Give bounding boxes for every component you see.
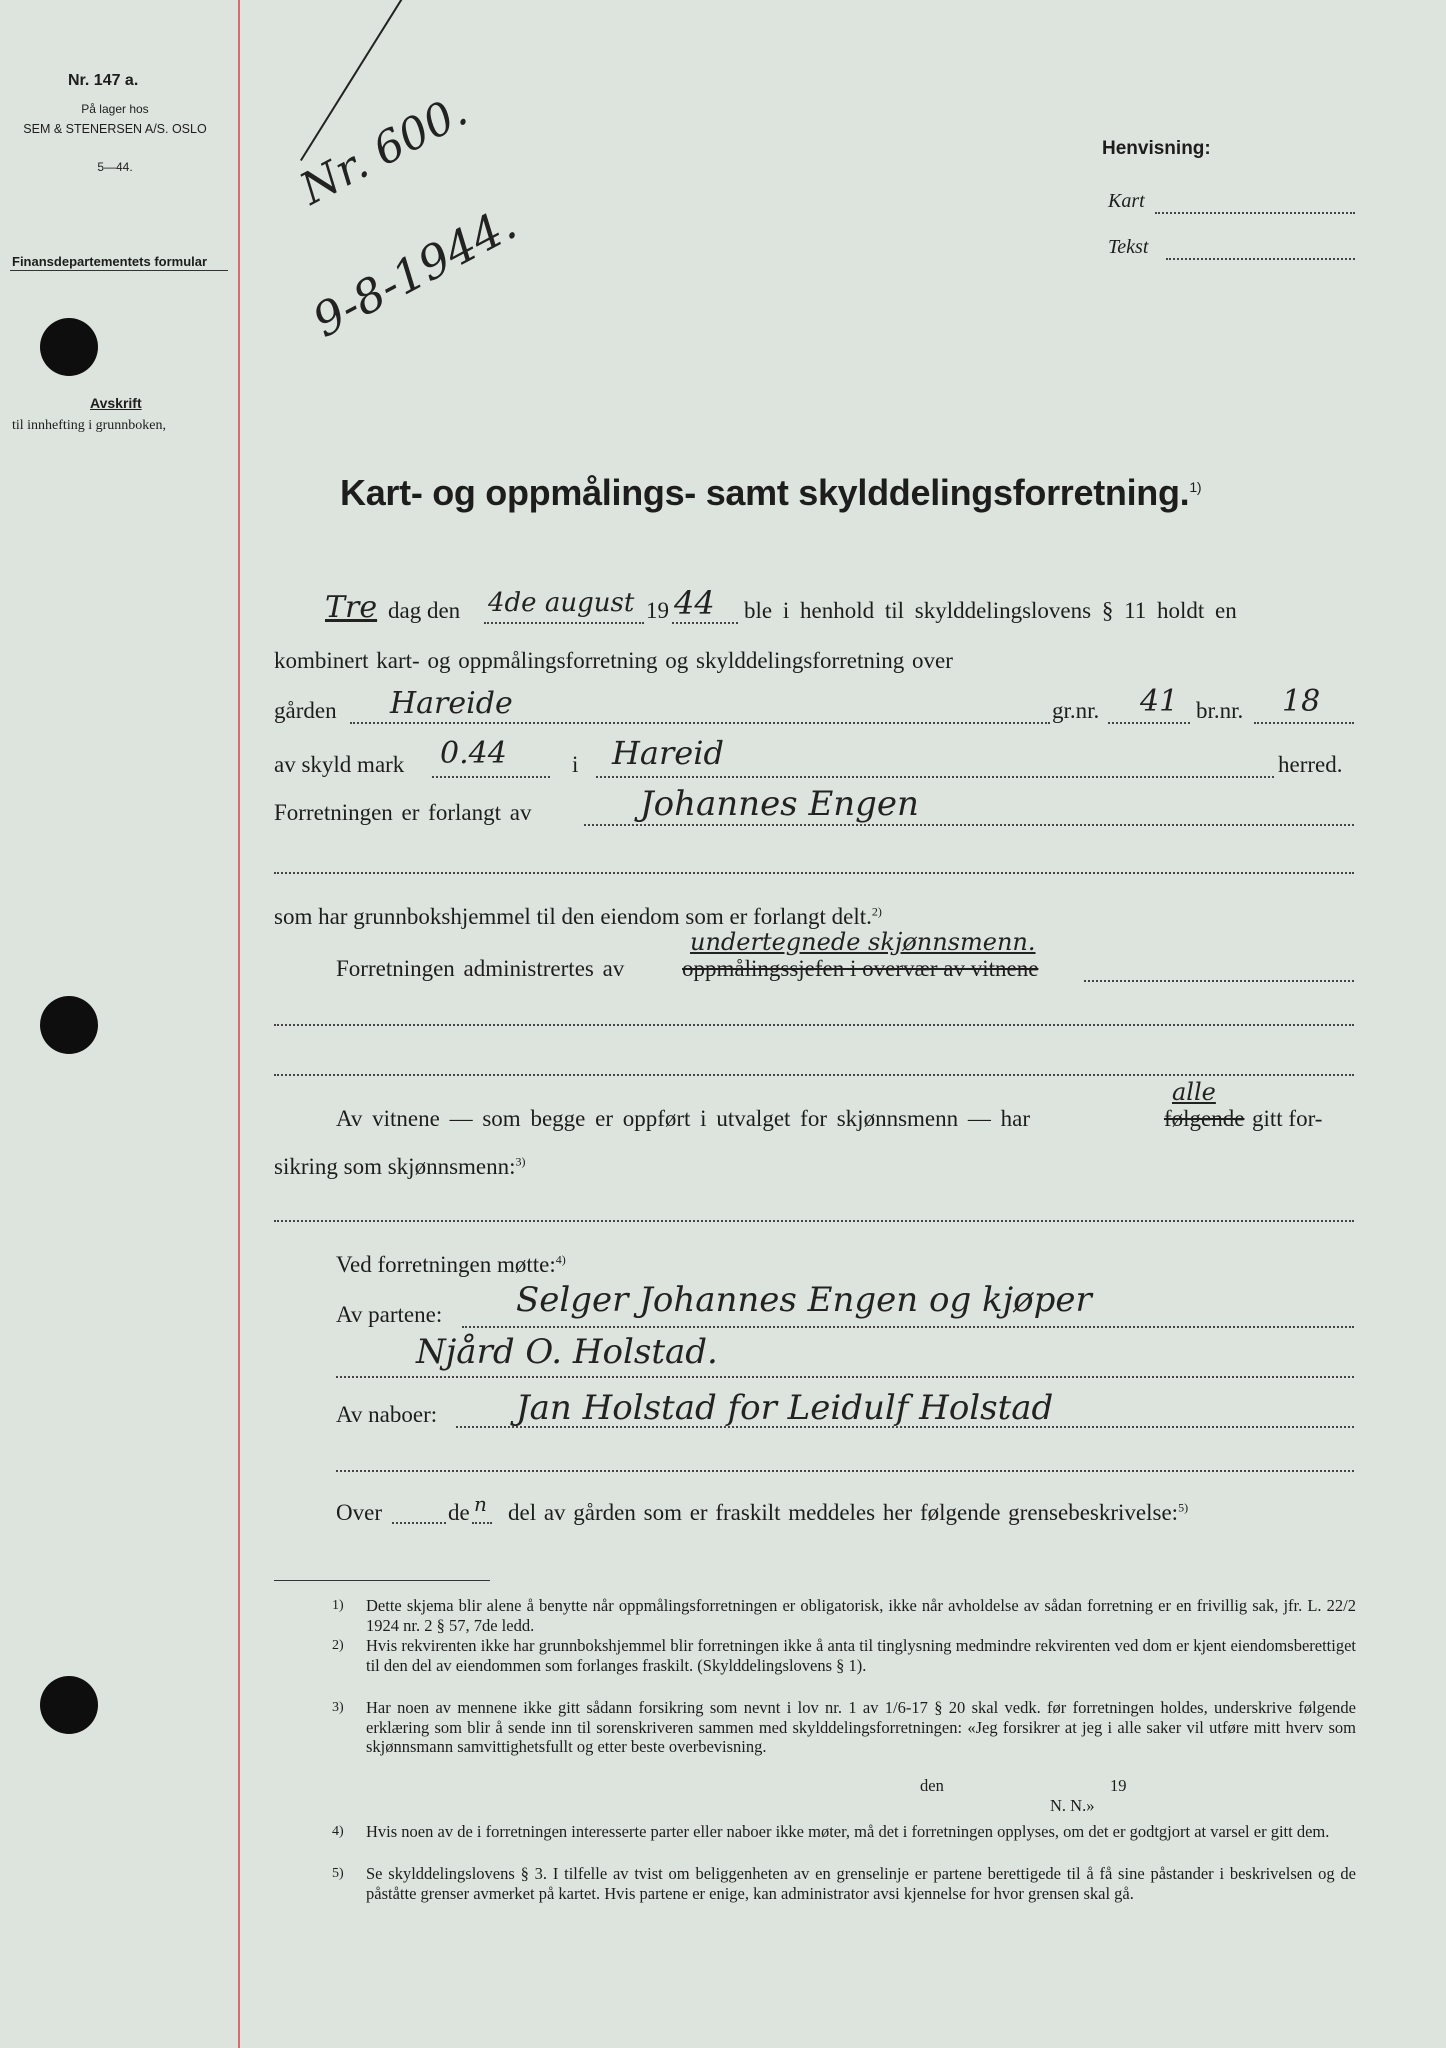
naboer-value: Jan Holstad for Leidulf Holstad <box>516 1388 1054 1428</box>
publisher-line2: SEM & STENERSEN A/S. OSLO <box>23 122 207 136</box>
date-value: 4de august <box>488 588 635 618</box>
punch-hole <box>40 318 98 376</box>
archive-date: 9-8-1944. <box>304 196 525 348</box>
line2-text: kombinert kart- og oppmålingsforretning og skylddelingsforretning over <box>274 648 953 673</box>
garden-value: Hareide <box>390 686 513 721</box>
form-number: Nr. 147 a. <box>68 72 139 89</box>
naboer-label: Av naboer: <box>336 1402 438 1427</box>
vitner-text-b: gitt for- <box>1252 1106 1323 1131</box>
reference-title: Henvisning: <box>1102 138 1211 159</box>
partene-field-2 <box>336 1376 1354 1378</box>
footnote-divider <box>274 1580 490 1581</box>
tekst-field <box>1166 258 1355 260</box>
publisher-line1: På lager hos <box>81 102 149 116</box>
i-label: i <box>572 752 579 777</box>
dag-den-label: dag den <box>388 598 461 623</box>
reference-tekst: Tekst <box>1108 236 1149 258</box>
brnr-field <box>1254 722 1354 724</box>
skyld-field <box>432 776 550 778</box>
avskrift-label: Avskrift <box>90 395 142 411</box>
line1-text: ble i henhold til skylddelingslovens § 11 holdt en <box>744 598 1237 623</box>
admin-insert: undertegnede skjønnsmenn. <box>690 928 1036 956</box>
skyld-value: 0.44 <box>440 736 507 771</box>
vitner-struck: følgende <box>1164 1106 1245 1131</box>
ministry-label: Finansdepartementets formular <box>12 254 208 269</box>
punch-hole <box>40 996 98 1054</box>
document-title: Kart- og oppmålings- samt skylddelingsforretning.$^{1)}$ <box>340 472 1202 513</box>
admin-struck: oppmålingssjefen i overvær av vitnene <box>682 956 1039 981</box>
footnote-number: 2) <box>332 1638 344 1653</box>
footnote-number: 3) <box>332 1700 344 1715</box>
footnote-number: 1) <box>332 1598 344 1613</box>
grnr-value: 41 <box>1140 684 1179 719</box>
skyld-label: av skyld mark <box>274 752 405 777</box>
over-field <box>392 1522 446 1524</box>
grnr-label: gr.nr. <box>1052 698 1100 723</box>
footnote-text: Dette skjema blir alene å benytte når oppmålingsforretningen er obligatorisk, ikke når avholdelse av sådan forretning er en frivillig sak, jfr. L. 22/2 1924 nr. 2 § 57, 7de ledd. <box>366 1596 1356 1635</box>
footnote-nn: N. N.» <box>1050 1796 1095 1815</box>
naboer-field-2 <box>336 1470 1354 1472</box>
grnr-field <box>1108 722 1190 724</box>
herred-label: herred. <box>1278 752 1343 777</box>
year-value: 44 <box>674 584 715 622</box>
date-field <box>484 622 644 624</box>
admin-label: Forretningen administrertes av <box>336 956 625 981</box>
admin-field <box>1084 980 1354 982</box>
herred-value: Hareid <box>612 734 724 772</box>
year-prefix: 19 <box>646 598 669 623</box>
hjemmel-text: som har grunnbokshjemmel til den eiendom som er forlangt delt.$^{2)}$ <box>274 904 882 929</box>
avskrift-sub: til innhefting i grunnboken, <box>12 418 166 433</box>
de-field <box>472 1522 492 1524</box>
archive-number: Nr. 600. <box>292 85 476 216</box>
motte-label: Ved forretningen møtte:$^{4)}$ <box>336 1252 566 1277</box>
vitner-text-c: sikring som skjønnsmenn:$^{3)}$ <box>274 1154 526 1179</box>
ministry-divider <box>10 270 228 271</box>
footnote-text: Se skylddelingslovens § 3. I tilfelle av tvist om beliggenheten av en grenselinje er partene berettigede til å få sine påstander i beskrivelsen og de påståtte grenser avmerket på kartet. Hvis partene er enige, kan administrator avsi kjennelse for hvor grensen skal gå. <box>366 1864 1356 1903</box>
admin-field-2 <box>274 1024 1354 1026</box>
year-field <box>672 622 738 624</box>
footnote-number: 5) <box>332 1866 344 1881</box>
partene-field <box>462 1326 1354 1328</box>
herred-field <box>596 776 1274 778</box>
footnote-19: 19 <box>1110 1776 1127 1795</box>
forlangt-value: Johannes Engen <box>640 784 919 824</box>
punch-hole <box>40 1676 98 1734</box>
partene-label: Av partene: <box>336 1302 443 1327</box>
vitner-field <box>274 1220 1354 1222</box>
footnote-text: Har noen av mennene ikke gitt sådann forsikring som nevnt i lov nr. 1 av 1/6-17 § 20 skal vedk. før forretningen holdes, underskrive følgende erklæring som blir å sende inn til sorenskriveren sammen med skylddelingsforretningen: «Jeg forsikrer at jeg i alle saker vil utføre mitt hverv som skjønnsmann samvittighetsfullt og etter beste overbevisning. <box>366 1698 1356 1756</box>
admin-field-3 <box>274 1074 1354 1076</box>
date-code: 5—44. <box>97 160 133 174</box>
footnote-text: Hvis rekvirenten ikke har grunnbokshjemmel blir forretningen ikke å anta til tinglysning medmindre rekvirenten ved dom er kjent eiendomsberettiget til den del av eiendommen som forlanges fraskilt. (Skylddelingslovens § 1). <box>366 1636 1356 1675</box>
brnr-label: br.nr. <box>1196 698 1244 723</box>
reference-kart: Kart <box>1108 190 1145 212</box>
margin-line <box>238 0 240 2048</box>
over-label: Over <box>336 1500 382 1525</box>
partene-value-2: Njård O. Holstad. <box>416 1332 718 1372</box>
forlangt-field <box>584 824 1354 826</box>
footnote-text: Hvis noen av de i forretningen interesserte parter eller naboer ikke møter, må det i forretningen opplyses, om det er godtgjort at varsel er gitt dem. <box>366 1822 1330 1841</box>
over-rest: del av gården som er fraskilt meddeles her følgende grensebeskrivelse:$^{5)}$ <box>508 1500 1189 1525</box>
vitner-insert: alle <box>1172 1078 1216 1106</box>
footnote-den: den <box>920 1776 944 1795</box>
de-value: n <box>474 1492 487 1516</box>
day-value: Tre <box>325 590 378 625</box>
forlangt-label: Forretningen er forlangt av <box>274 800 532 825</box>
garden-label: gården <box>274 698 337 723</box>
forlangt-field-2 <box>274 872 1354 874</box>
footnote-number: 4) <box>332 1824 344 1839</box>
de-label: de <box>448 1500 470 1525</box>
kart-field <box>1155 212 1355 214</box>
garden-field <box>350 722 1050 724</box>
vitner-text: Av vitnene — som begge er oppført i utvalget for skjønnsmenn — har <box>336 1106 1030 1131</box>
partene-value-1: Selger Johannes Engen og kjøper <box>516 1280 1092 1320</box>
brnr-value: 18 <box>1282 684 1321 719</box>
